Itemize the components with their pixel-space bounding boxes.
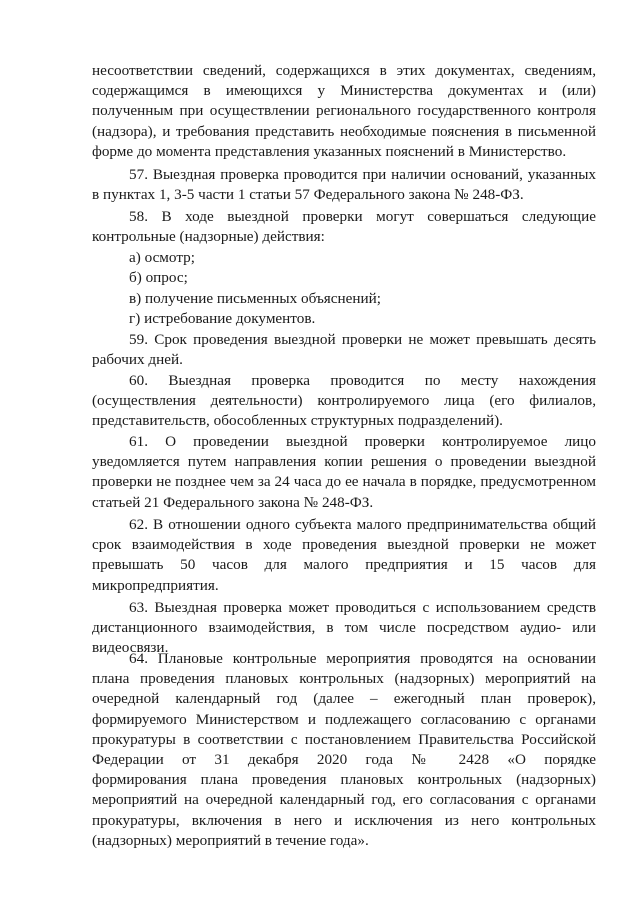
text-line: 64. Плановые контрольные мероприятия проводятся на основании	[129, 650, 596, 667]
text-line: проверки не позднее чем за 24 часа до ее начала в порядке, предусмотренном	[92, 473, 596, 491]
text-line: формирования плана проведения плановых контрольных (надзорных)	[92, 771, 596, 789]
text-line: формируемого Министерством и подлежащего согласованию с органами	[92, 710, 596, 728]
list-item-58b	[92, 268, 596, 288]
text-line: а) осмотр;	[129, 249, 195, 266]
text-line: 63. Выездная проверка может проводиться с использованием средств	[129, 599, 596, 616]
paragraph-62	[92, 515, 596, 596]
text-line: дистанционного взаимодействия, в том числе посредством аудио- или	[92, 619, 596, 637]
text-line: уведомляется путем направления копии решения о проведении выездной	[92, 453, 596, 471]
paragraph-59	[92, 330, 596, 370]
list-item-58a	[92, 248, 596, 268]
text-line: (надзора), и требования представить необходимые пояснения в письменной	[92, 122, 596, 140]
text-line: мероприятий на очередной календарный год, его согласования с органами	[92, 791, 596, 809]
text-line: видеосвязи.	[92, 639, 169, 657]
text-line: 60. Выездная проверка проводится по месту нахождения	[129, 372, 596, 389]
text-line: (надзорных) мероприятий в течение года».	[92, 831, 369, 849]
text-line: 61. О проведении выездной проверки контролируемое лицо	[129, 433, 596, 450]
paragraph-64	[92, 649, 596, 851]
text-line: 59. Срок проведения выездной проверки не может превышать десять	[129, 331, 596, 348]
text-line: полученным при осуществлении регионального государственного контроля	[92, 102, 596, 120]
text-line: 57. Выездная проверка проводится при наличии оснований, указанных	[129, 166, 596, 183]
paragraph-60	[92, 371, 596, 432]
paragraph-56-continuation	[92, 61, 596, 162]
paragraph-61	[92, 432, 596, 513]
text-line: в) получение письменных объяснений;	[129, 290, 382, 307]
text-line: (осуществления деятельности) контролируемого лица (его филиалов,	[92, 392, 596, 410]
text-line: в пунктах 1, 3-5 части 1 статьи 57 Федерального закона № 248-ФЗ.	[92, 186, 524, 204]
text-line: очередной календарный год (далее – ежегодный план проверок),	[92, 690, 596, 708]
text-line: статьей 21 Федерального закона № 248-ФЗ.	[92, 493, 374, 511]
paragraph-57	[92, 165, 596, 205]
text-line: представительств, обособленных структурных подразделений).	[92, 412, 503, 430]
text-line: несоответствии сведений, содержащихся в этих документах, сведениям,	[92, 62, 596, 79]
text-line: микропредприятия.	[92, 576, 219, 594]
text-line: контрольные (надзорные) действия:	[92, 228, 325, 246]
text-line: б) опрос;	[129, 269, 188, 286]
paragraph-58	[92, 207, 596, 247]
text-line: рабочих дней.	[92, 351, 183, 369]
text-line: 58. В ходе выездной проверки могут совершаться следующие	[129, 208, 596, 225]
text-line: прокуратуры, включения в него и исключения из него контрольных	[92, 811, 596, 829]
text-line: прокуратуры в соответствии с постановлением Правительства Российской	[92, 730, 596, 748]
text-line: форме до момента представления указанных пояснений в Министерство.	[92, 142, 567, 160]
text-line: плана проведения плановых контрольных (надзорных) мероприятий на	[92, 670, 596, 688]
text-line: срок взаимодействия в ходе проведения выездной проверки не может	[92, 536, 596, 554]
text-line: 62. В отношении одного субъекта малого предпринимательства общий	[129, 516, 596, 533]
text-line: превышать 50 часов для малого предприятия и 15 часов для	[92, 556, 596, 574]
list-item-58d	[92, 309, 596, 329]
text-line: Федерации от 31 декабря 2020 года № 2428 «О порядке	[92, 750, 596, 768]
text-line: г) истребование документов.	[129, 310, 316, 327]
list-item-58c	[92, 289, 596, 309]
text-line: содержащимся в имеющихся у Министерства документах и (или)	[92, 82, 596, 100]
